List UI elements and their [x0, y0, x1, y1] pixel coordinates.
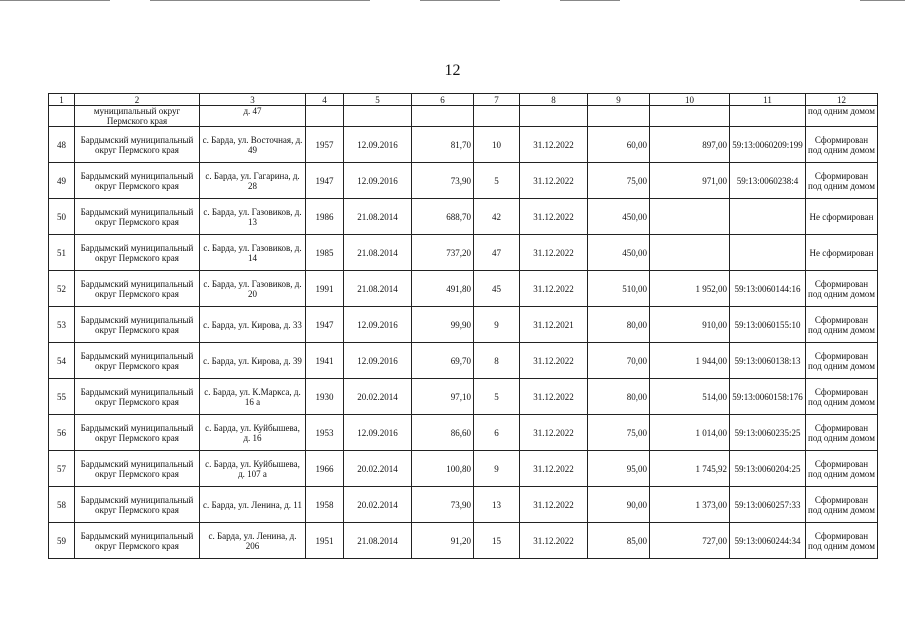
cell-no [49, 106, 75, 127]
cell-col10: 1 745,92 [650, 451, 730, 487]
cell-date: 12.09.2016 [344, 343, 412, 379]
cell-date: 21.08.2014 [344, 235, 412, 271]
cell-residents: 47 [474, 235, 520, 271]
cell-district: Бардымский муниципальный округ Пермского края [75, 415, 200, 451]
cell-col9: 80,00 [588, 307, 650, 343]
cell-year: 1985 [306, 235, 344, 271]
cell-col10: 727,00 [650, 523, 730, 559]
table-row [49, 271, 878, 307]
cell-status: Сформирован под одним домом [806, 307, 878, 343]
cell-status: Сформирован под одним домом [806, 127, 878, 163]
cell-no: 52 [49, 271, 75, 307]
cell-cadastre: 59:13:0060204:25 [730, 451, 806, 487]
cell-date: 21.08.2014 [344, 199, 412, 235]
cell-col10: 910,00 [650, 307, 730, 343]
cell-no: 59 [49, 523, 75, 559]
cell-area: 100,80 [412, 451, 474, 487]
cell-status: Сформирован под одним домом [806, 415, 878, 451]
cell-deadline: 31.12.2022 [520, 487, 588, 523]
cell-residents: 6 [474, 415, 520, 451]
cell-date: 21.08.2014 [344, 523, 412, 559]
cell-district: Бардымский муниципальный округ Пермского края [75, 487, 200, 523]
cell-year: 1957 [306, 127, 344, 163]
cell-district: Бардымский муниципальный округ Пермского края [75, 199, 200, 235]
cell-address: с. Барда, ул. К.Маркса, д. 16 а [200, 379, 306, 415]
cell-district: муниципальный округ Пермского края [75, 106, 200, 127]
cell-status: Сформирован под одним домом [806, 523, 878, 559]
cell-col10: 1 944,00 [650, 343, 730, 379]
cell-residents: 5 [474, 379, 520, 415]
cell-date: 12.09.2016 [344, 415, 412, 451]
cell-empty [306, 106, 344, 127]
cell-address: с. Барда, ул. Гагарина, д. 28 [200, 163, 306, 199]
cell-cadastre: 59:13:0060144:16 [730, 271, 806, 307]
cell-area: 73,90 [412, 163, 474, 199]
cell-area: 688,70 [412, 199, 474, 235]
cell-deadline: 31.12.2022 [520, 235, 588, 271]
column-header: 8 [520, 94, 588, 106]
cell-no: 57 [49, 451, 75, 487]
cell-no: 55 [49, 379, 75, 415]
cell-residents: 9 [474, 307, 520, 343]
cell-col10 [650, 235, 730, 271]
cell-col9: 85,00 [588, 523, 650, 559]
continued-row [49, 106, 878, 127]
cell-col10: 1 373,00 [650, 487, 730, 523]
column-header: 11 [730, 94, 806, 106]
cell-address: с. Барда, ул. Кирова, д. 39 [200, 343, 306, 379]
cell-deadline: 31.12.2021 [520, 307, 588, 343]
cell-area: 81,70 [412, 127, 474, 163]
cell-residents: 8 [474, 343, 520, 379]
cell-district: Бардымский муниципальный округ Пермского края [75, 127, 200, 163]
table-row [49, 343, 878, 379]
cell-address: с. Барда, ул. Газовиков, д. 14 [200, 235, 306, 271]
cell-status: Сформирован под одним домом [806, 379, 878, 415]
cell-col10: 1 952,00 [650, 271, 730, 307]
cell-address: с. Барда, ул. Восточная, д. 49 [200, 127, 306, 163]
cell-residents: 13 [474, 487, 520, 523]
cell-deadline: 31.12.2022 [520, 199, 588, 235]
cell-date: 20.02.2014 [344, 487, 412, 523]
table-row [49, 199, 878, 235]
cell-cadastre [730, 235, 806, 271]
cell-col10: 971,00 [650, 163, 730, 199]
cell-cadastre: 59:13:0060158:176 [730, 379, 806, 415]
cell-district: Бардымский муниципальный округ Пермского края [75, 163, 200, 199]
cell-address: с. Барда, ул. Газовиков, д. 20 [200, 271, 306, 307]
column-header: 10 [650, 94, 730, 106]
cell-status: Сформирован под одним домом [806, 451, 878, 487]
cell-cadastre: 59:13:0060138:13 [730, 343, 806, 379]
cell-year: 1986 [306, 199, 344, 235]
page-number: 12 [444, 62, 461, 79]
cell-col9: 75,00 [588, 163, 650, 199]
housing-register-table [48, 93, 878, 559]
cell-deadline: 31.12.2022 [520, 271, 588, 307]
cell-cadastre: 59:13:0060209:199 [730, 127, 806, 163]
cell-empty [520, 106, 588, 127]
column-header: 12 [806, 94, 878, 106]
cell-col9: 450,00 [588, 235, 650, 271]
cell-no: 49 [49, 163, 75, 199]
table-row [49, 127, 878, 163]
cell-col10: 897,00 [650, 127, 730, 163]
column-header: 6 [412, 94, 474, 106]
cell-col9: 75,00 [588, 415, 650, 451]
cell-area: 69,70 [412, 343, 474, 379]
cell-address: с. Барда, ул. Кирова, д. 33 [200, 307, 306, 343]
cell-address: с. Барда, ул. Газовиков, д. 13 [200, 199, 306, 235]
cell-district: Бардымский муниципальный округ Пермского края [75, 523, 200, 559]
cell-deadline: 31.12.2022 [520, 163, 588, 199]
cell-cadastre: 59:13:0060244:34 [730, 523, 806, 559]
cell-deadline: 31.12.2022 [520, 127, 588, 163]
table-row [49, 163, 878, 199]
cell-empty [588, 106, 650, 127]
cell-col9: 95,00 [588, 451, 650, 487]
column-header: 7 [474, 94, 520, 106]
cell-year: 1953 [306, 415, 344, 451]
cell-deadline: 31.12.2022 [520, 379, 588, 415]
cell-empty [474, 106, 520, 127]
cell-col10: 514,00 [650, 379, 730, 415]
cell-year: 1930 [306, 379, 344, 415]
cell-date: 21.08.2014 [344, 271, 412, 307]
cell-status: Сформирован под одним домом [806, 343, 878, 379]
cell-area: 99,90 [412, 307, 474, 343]
cell-status: Не сформирован [806, 235, 878, 271]
cell-no: 56 [49, 415, 75, 451]
cell-date: 20.02.2014 [344, 451, 412, 487]
cell-deadline: 31.12.2022 [520, 523, 588, 559]
cell-status: под одним домом [806, 106, 878, 127]
column-header: 4 [306, 94, 344, 106]
cell-district: Бардымский муниципальный округ Пермского края [75, 271, 200, 307]
cell-year: 1947 [306, 307, 344, 343]
cell-residents: 10 [474, 127, 520, 163]
cell-year: 1966 [306, 451, 344, 487]
cell-deadline: 31.12.2022 [520, 343, 588, 379]
cell-no: 51 [49, 235, 75, 271]
cell-col9: 90,00 [588, 487, 650, 523]
cell-empty [344, 106, 412, 127]
cell-area: 491,80 [412, 271, 474, 307]
table-row [49, 523, 878, 559]
cell-residents: 5 [474, 163, 520, 199]
cell-col10 [650, 199, 730, 235]
table-row [49, 487, 878, 523]
cell-district: Бардымский муниципальный округ Пермского края [75, 235, 200, 271]
cell-deadline: 31.12.2022 [520, 451, 588, 487]
cell-address: с. Барда, ул. Ленина, д. 11 [200, 487, 306, 523]
table-row [49, 451, 878, 487]
cell-residents: 45 [474, 271, 520, 307]
table-row [49, 379, 878, 415]
cell-district: Бардымский муниципальный округ Пермского края [75, 307, 200, 343]
cell-date: 20.02.2014 [344, 379, 412, 415]
cell-residents: 15 [474, 523, 520, 559]
cell-col9: 510,00 [588, 271, 650, 307]
cell-year: 1947 [306, 163, 344, 199]
column-header: 2 [75, 94, 200, 106]
cell-address: с. Барда, ул. Куйбышева, д. 107 а [200, 451, 306, 487]
cell-address: с. Барда, ул. Куйбышева, д. 16 [200, 415, 306, 451]
table-row [49, 415, 878, 451]
cell-cadastre [730, 199, 806, 235]
cell-no: 54 [49, 343, 75, 379]
cell-status: Сформирован под одним домом [806, 487, 878, 523]
cell-deadline: 31.12.2022 [520, 415, 588, 451]
cell-year: 1941 [306, 343, 344, 379]
cell-date: 12.09.2016 [344, 307, 412, 343]
cell-no: 50 [49, 199, 75, 235]
cell-year: 1958 [306, 487, 344, 523]
column-number-row [49, 94, 878, 106]
cell-status: Сформирован под одним домом [806, 163, 878, 199]
cell-col10: 1 014,00 [650, 415, 730, 451]
cell-no: 48 [49, 127, 75, 163]
scan-top-edge [0, 0, 905, 2]
cell-status: Сформирован под одним домом [806, 271, 878, 307]
cell-empty [412, 106, 474, 127]
cell-date: 12.09.2016 [344, 163, 412, 199]
cell-empty [730, 106, 806, 127]
cell-address: д. 47 [200, 106, 306, 127]
cell-empty [650, 106, 730, 127]
cell-cadastre: 59:13:0060235:25 [730, 415, 806, 451]
column-header: 5 [344, 94, 412, 106]
cell-cadastre: 59:13:0060257:33 [730, 487, 806, 523]
cell-residents: 42 [474, 199, 520, 235]
cell-cadastre: 59:13:0060238:4 [730, 163, 806, 199]
cell-status: Не сформирован [806, 199, 878, 235]
cell-district: Бардымский муниципальный округ Пермского края [75, 343, 200, 379]
cell-col9: 80,00 [588, 379, 650, 415]
cell-year: 1951 [306, 523, 344, 559]
cell-district: Бардымский муниципальный округ Пермского края [75, 451, 200, 487]
table-row [49, 235, 878, 271]
cell-area: 73,90 [412, 487, 474, 523]
cell-district: Бардымский муниципальный округ Пермского края [75, 379, 200, 415]
cell-year: 1991 [306, 271, 344, 307]
cell-area: 737,20 [412, 235, 474, 271]
cell-address: с. Барда, ул. Ленина, д. 206 [200, 523, 306, 559]
cell-area: 86,60 [412, 415, 474, 451]
cell-no: 53 [49, 307, 75, 343]
table-row [49, 307, 878, 343]
cell-area: 97,10 [412, 379, 474, 415]
column-header: 1 [49, 94, 75, 106]
cell-residents: 9 [474, 451, 520, 487]
cell-date: 12.09.2016 [344, 127, 412, 163]
column-header: 9 [588, 94, 650, 106]
cell-cadastre: 59:13:0060155:10 [730, 307, 806, 343]
cell-area: 91,20 [412, 523, 474, 559]
cell-no: 58 [49, 487, 75, 523]
cell-col9: 70,00 [588, 343, 650, 379]
column-header: 3 [200, 94, 306, 106]
cell-col9: 60,00 [588, 127, 650, 163]
cell-col9: 450,00 [588, 199, 650, 235]
